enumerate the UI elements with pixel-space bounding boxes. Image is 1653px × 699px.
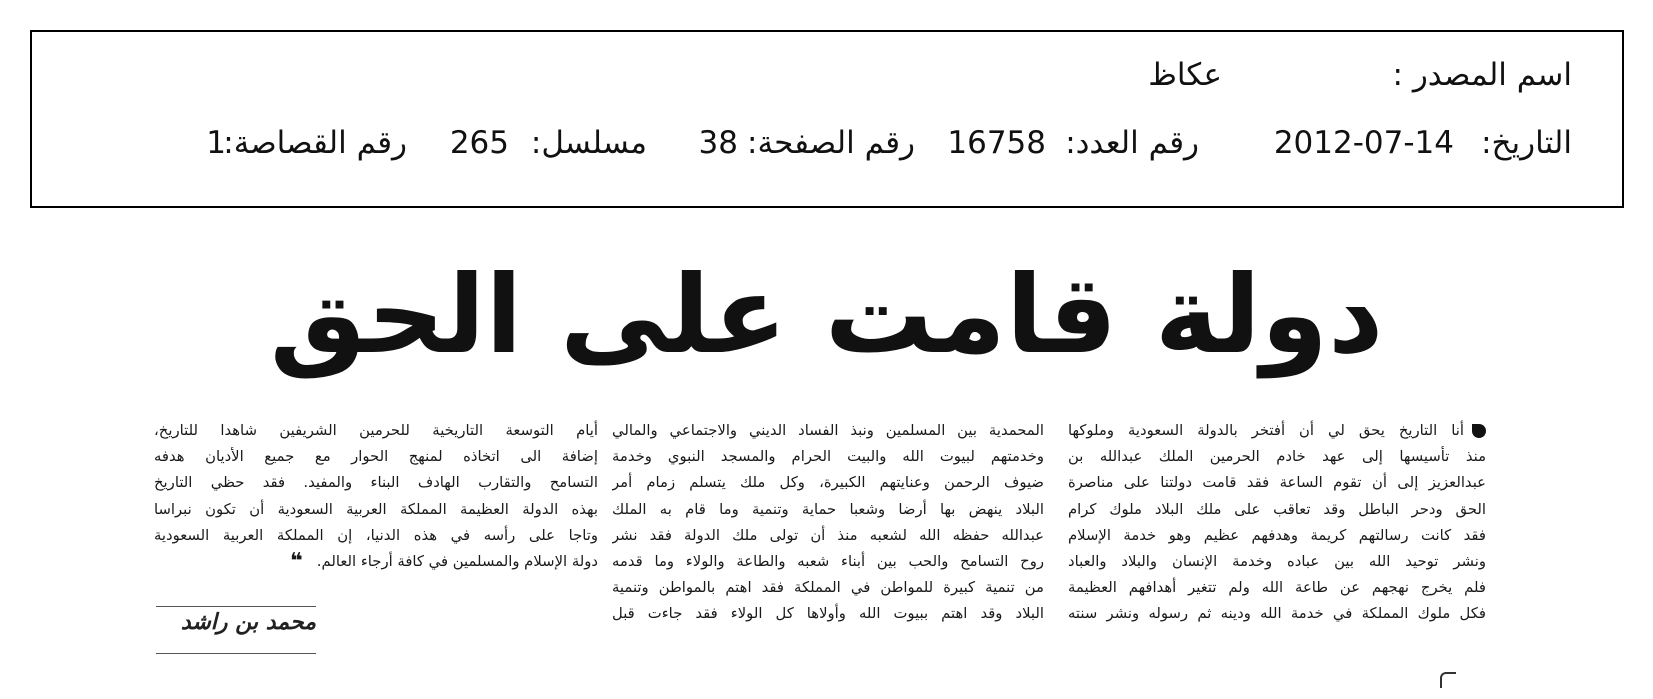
column-3-line-4: بهذه الدولة العظيمة المملكة العربية السعودية أن تكون نبراسا	[154, 500, 598, 518]
column-1-line-7: فلم يخرج نهجهم عن طاعة الله ولم تتغير أهدافهم العظيمة	[1068, 579, 1486, 597]
column-3-line-1: أيام التوسعة التاريخية للحرمين الشريفين شاهدا للتاريخ،	[154, 422, 598, 439]
author-rule-bottom	[156, 653, 316, 654]
column-1-line-6: ونشر توحيد الله بين عباده وخدمة الإنسان والبلاد والعباد	[1068, 553, 1486, 571]
column-3-line-6: دولة الإسلام والمسلمين في كافة أرجاء العالم.❝	[289, 549, 598, 575]
column-2-line-1: المحمدية بين المسلمين ونبذ الفساد الديني والاجتماعي والمالي	[612, 422, 1044, 439]
column-2-line-3: ضيوف الرحمن وعنايتهم الكبيرة، وكل ملك يتسلم زمام أمر	[612, 474, 1044, 492]
column-1-line-8: فكل ملوك المملكة في خدمة الله ودينه ثم رسوله ونشر سنته	[1068, 605, 1486, 623]
column-3-line-5: وتاجا على رأسه في هذه الدنيا، إن المملكة العربية السعودية	[154, 526, 598, 544]
clip-label: رقم القصاصة:	[223, 125, 407, 161]
column-2-line-4: البلاد ينهض بها أرضا وشعبا حماية وتنمية وما قام به الملك	[612, 500, 1044, 518]
clip-value: 1	[206, 125, 226, 161]
article-column-1	[1068, 418, 1486, 628]
column-3-line-2: إضافة الى اتخاذه لمنهج الحوار مع جميع الأديان هدفه	[154, 448, 598, 466]
author-rule-top	[156, 606, 316, 607]
column-2-line-8: البلاد وقد اهتم ببيوت الله وأولاها كل الولاء فقد جاءت قبل	[612, 605, 1044, 623]
author-name: محمد بن راشد	[180, 610, 316, 635]
column-1-line-3: عبدالعزيز إلى أن تقوم الساعة فقد قامت دولتنا على مناصرة	[1068, 474, 1486, 492]
article-column-3	[154, 418, 598, 575]
column-2-line-2: وخدمتهم لبيوت الله والبيت الحرام والمسجد النبوي وخدمة	[612, 448, 1044, 466]
page-label: رقم الصفحة:	[747, 125, 915, 161]
column-2-line-5: عبدالله حفظه الله لشعبه منذ أن تولى ملك الدولة فقد نشر	[612, 526, 1044, 544]
article-column-2	[612, 418, 1044, 628]
issue-value: 16758	[947, 125, 1046, 161]
serial-label: مسلسل:	[530, 125, 647, 161]
serial-value: 265	[449, 125, 509, 161]
source-value: عكاظ	[1148, 57, 1222, 93]
date-value: 2012-07-14	[1273, 125, 1454, 161]
date-label: التاريخ:	[1481, 125, 1572, 161]
continuation-corner-icon	[1440, 672, 1456, 688]
page-value: 38	[698, 125, 738, 161]
opening-bullet-icon	[1472, 424, 1486, 438]
column-2-line-6: روح التسامح والحب بين أبناء شعبه والطاعة والولاء وما قدمه	[612, 553, 1044, 571]
column-1-line-5: فقد كانت رسالتهم كريمة وهدفهم عظيم وهو خدمة الإسلام	[1068, 526, 1486, 544]
closing-quote-icon: ❝	[289, 549, 303, 575]
source-label: اسم المصدر :	[1392, 57, 1572, 93]
column-3-line-3: التسامح والتقارب الهادف البناء والمفيد. فقد حظي التاريخ	[154, 474, 598, 492]
issue-label: رقم العدد:	[1065, 125, 1199, 161]
column-1-line-2: منذ تأسيسها إلى عهد خادم الحرمين الملك عبدالله بن	[1068, 448, 1486, 466]
column-1-line-1: أنا التاريخ يحق لي أن أفتخر بالدولة السعودية وملوكها	[1068, 418, 1486, 444]
column-1-line-4: الحق ودحر الباطل وقد تعاقب على ملك البلاد ملوك كرام	[1068, 500, 1486, 518]
article-title: دولة قامت على الحق	[269, 253, 1384, 378]
column-2-line-7: من تنمية كبيرة للمواطن في المملكة فقد اهتم بالمواطن وتنمية	[612, 579, 1044, 597]
source-info-box	[30, 30, 1624, 208]
